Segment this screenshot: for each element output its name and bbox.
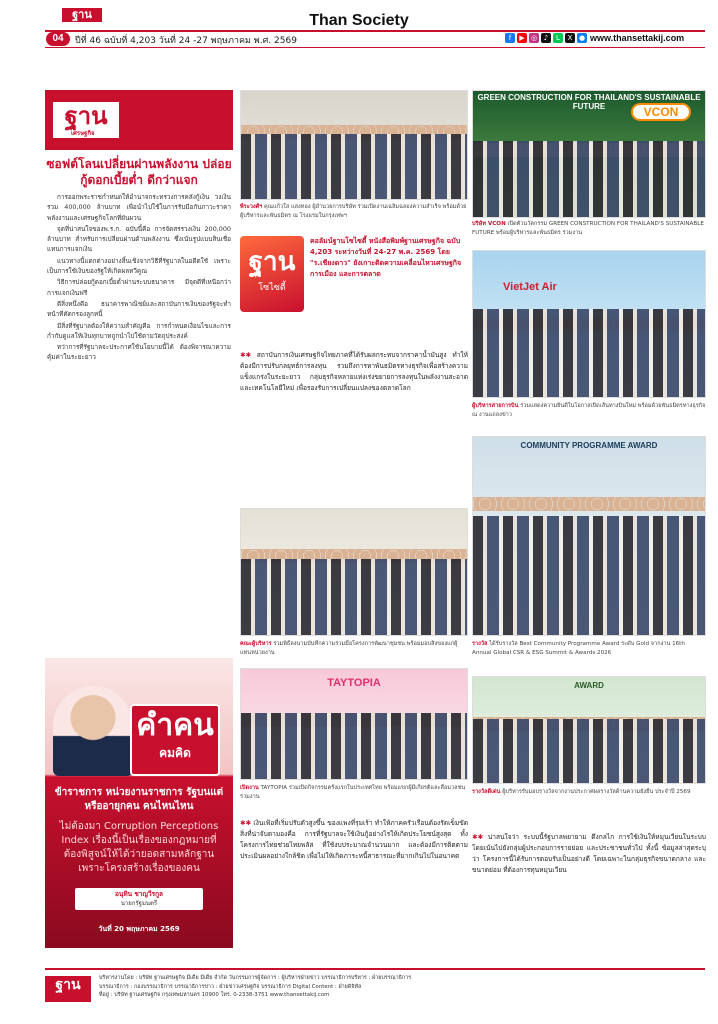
editorial-paragraph: ทว่าการที่รัฐบาลจะประกาศใช้นโยบายนี้ได้ ต้องพิจารณาความคุ้มค่าในระยะยาว <box>47 343 231 362</box>
brand-sub: เศรษฐกิจ <box>71 130 95 137</box>
editorial-paragraph: การออกพระราชกำหนดให้อำนาจกระทรวงการคลังกู้เงิน วงเงินรวม 400,000 ล้านบาท เพื่อนำไปใช้ในการรับมือกับภาวะราคาพลังงานและเศรษฐกิจโลกที่ผันผวน <box>47 193 231 222</box>
footer <box>45 968 705 1012</box>
columnist-box <box>45 658 233 948</box>
photo-caption-2: บริษัท VCON เปิดตัวนวัตกรรม GREEN CONSTRUCTION FOR THAILAND'S SUSTAINABLE FUTURE พร้อมผู้บริหารและพันธมิตร ร่วมงาน <box>472 221 704 236</box>
photo-banner-5: COMMUNITY PROGRAMME AWARD <box>520 441 658 450</box>
line-icon[interactable]: L <box>553 33 563 43</box>
photo-banner-3: VietJet Air <box>503 281 557 293</box>
photo-caption-6: เปิดงาน TAYTOPIA ร่วมเปิดกิจกรรมครั้งแรกในประเทศไทย พร้อมแขกผู้มีเกียรติและสื่อมวลชนร่วมงาน <box>240 785 466 800</box>
website-link[interactable]: www.thansettakij.com <box>590 33 685 43</box>
facebook-icon[interactable]: f <box>505 33 515 43</box>
photo-caption-4: คณะผู้บริหาร ร่วมพิธีลงนามบันทึกความร่วมมือโครงการพัฒนาชุมชน พร้อมมอบสิ่งของแก่ผู้แทนหน่วยงาน <box>240 641 458 656</box>
center-body: ✱✱ สถาบันการเงินเศรษฐกิจไทยภาคที่ได้รับผลกระทบจากราคาน้ำมันสูง ทำให้ต้องมีการปรับกลยุทธ์การลงทุน รวมถึงการหาพันธมิตรทางธุรกิจเพื่อสร้างความแข็งแกร่งในระยะยาว กลุ่มธุรกิจหลายแห่งเร่งขยายการลงทุนในพลังงานสะอาด และเทคโนโลยีใหม่ เพื่อรองรับการเปลี่ยนแปลงของตลาดโลก <box>240 351 468 392</box>
footer-logo: ฐาน <box>45 976 91 1002</box>
youtube-icon[interactable]: ▶ <box>517 33 527 43</box>
star-bullet: ✱✱ <box>472 833 484 841</box>
than-society-logo: ฐาน โซไซตี้ <box>240 236 304 312</box>
center-lower-body: ✱✱ เงินเฟ้อที่เริ่มปรับตัวสูงขึ้น ของแพงที่รุมเร้า ทำให้ภาคครัวเรือนต้องรัดเข็มขัด สิ่งที่น่าจับตามองคือ การที่รัฐบาลจะใช้เงินกู้อย่างไรให้เกิดประโยชน์สูงสุด ทั้งโครงการไทยช่วยไทยพลัส ที่ใช้งบประมาณจำนวนมาก และต้องมีการติดตามประเมินผลอย่างใกล้ชิด เพื่อไม่ให้เกิดภาระหนี้สาธารณะที่มากเกินไปในอนาคต <box>240 819 468 860</box>
editorial-paragraph: จุดที่น่าสนใจของพ.ร.ก. ฉบับนี้คือ การจัดสรรวงเงิน 200,000 ล้านบาท สำหรับการเปลี่ยนผ่านด้านพลังงาน ซึ่งเน้นรูปแบบสินเชื่อ แทนการแจกเงิน <box>47 224 231 254</box>
x-icon[interactable]: X <box>565 33 575 43</box>
photo-caption-3: ผู้บริหารสายการบิน ร่วมแสดงความยินดีในโอกาสเปิดเส้นทางบินใหม่ พร้อมด้วยพันธมิตรทางธุรกิจ ณ งานแถลงข่าว <box>472 403 706 418</box>
photo-event-6 <box>240 668 468 780</box>
photo-banner-7: AWARD <box>574 681 604 690</box>
photo-event-7 <box>472 676 706 784</box>
editorial-paragraph: แนวทางนี้แตกต่างอย่างสิ้นเชิงจากวิธีที่รัฐบาลในอดีตใช้ เพราะเป็นการใช้เงินของรัฐให้เกิดผลทวีคูณ <box>47 256 231 276</box>
star-bullet: ✱✱ <box>240 351 252 359</box>
star-bullet: ✱✱ <box>240 819 252 827</box>
photo-event-1 <box>240 90 468 200</box>
left-column <box>45 52 233 950</box>
instagram-icon[interactable]: ◎ <box>530 34 538 42</box>
photo-event-2 <box>472 90 706 218</box>
columnist-quote-title: ข้าราชการ หน่วยงานราชการ รัฐบนแต่ หรืออายุกคน คนไหนไหน <box>54 787 224 812</box>
photo-caption-5: รางวัล ได้รับรางวัล Best Community Programme Award ระดับ Gold จากงาน 16th Annual Global CSR & ESG Summit & Awards 2026 <box>472 641 685 656</box>
page-number: 04 <box>46 32 70 46</box>
editorial-paragraph: ดีสิ่งหนึ่งคือ ธนาคารพาณิชย์และสถาบันการเงินของรัฐจะทำหน้าที่คัดกรองลูกหนี้ <box>47 299 231 319</box>
columnist-quote-body: ไม่ต้องมา Corruption Perceptions Index เรื่องนี้เป็นเรื่องของกฎหมายที่ต้องพิสูจน์ให้ได้ว่ายอดสามหลักฐานเพราะโครงสร้างเรื่องของคน <box>59 821 219 874</box>
brand-logo: ฐาน <box>53 102 119 138</box>
photo-event-3 <box>472 250 706 398</box>
columnist-photo <box>53 686 133 776</box>
social-icons <box>505 33 587 43</box>
columnist-author: อนุทิน ชาญวีรกูล นายกรัฐมนตรี <box>75 888 203 910</box>
photo-caption-7: รางวัลดีเด่น ผู้บริหารรับมอบรางวัลจากงานประกาศผลรางวัลด้านความยั่งยืน ประจำปี 2569 <box>472 789 691 795</box>
photo-caption-1: พีระวงศ์ฯ คุณแก้วใส แสงทอง ผู้อำนวยการบริษัท ร่วมเปิดงานเฉลิมฉลองความสำเร็จ พร้อมด้วยผู้บริหารและพันธมิตร ณ โรงแรมในกรุงเทพฯ <box>240 204 467 219</box>
section-title: Than Society <box>309 12 409 29</box>
editorial-headline: ซอฟต์โลนเปลี่ยนผ่านพลังงาน ปล่อยกู้ดอกเบี้ยต่ำ ดีกว่าแจก <box>46 157 232 187</box>
editorial-body <box>47 192 231 612</box>
vcon-logo: VCON <box>631 103 691 121</box>
columnist-date: วันที่ 20 พฤษภาคม 2569 <box>98 925 180 933</box>
photo-event-5 <box>472 436 706 636</box>
quote-column-logo: คำคน คมคิด <box>130 704 220 776</box>
web-icon[interactable]: ● <box>578 34 586 42</box>
masthead-logo: ฐาน <box>62 8 102 22</box>
photo-event-4 <box>240 508 468 636</box>
photo-banner-2: GREEN CONSTRUCTION FOR THAILAND'S SUSTAINABLE FUTURE <box>477 93 701 111</box>
editorial-brand-block <box>45 90 233 150</box>
issue-info: ปีที่ 46 ฉบับที่ 4,203 วันที่ 24 -27 พฤษภาคม พ.ศ. 2569 <box>75 36 297 46</box>
footer-credits: บริหารงานโดย : บริษัท ฐานเศรษฐกิจ มีเดีย มีเดีย จำกัด วันกรรมการผู้จัดการ : ผู้บริหารฝ่ายข่าว บรรณาธิการบริหาร : ฝ่ายบรรณาธิการ บรรณาธิการ : กองบรรณาธิการ บรรณาธิการข่าว : ฝ่ายข่าวเศรษฐกิจ บรรณาธิการ Digital Content : ฝ่ายดิจิทัล ที่อยู่ : บริษัท ฐานเศรษฐกิจ กรุงเทพมหานคร 10900 โทร. 0-2338-3751 www.thansettakij.com <box>99 975 412 998</box>
editorial-paragraph: มีสิ่งที่รัฐบาลต้องให้ความสำคัญคือ การกำหนดเงื่อนไขและการกำกับดูแลให้เงินทุกบาทถูกนำไปใช้ตามวัตถุประสงค์ <box>47 321 231 340</box>
center-lead: คอลัมน์ฐานโซไซตี้ หนังสือพิมพ์ฐานเศรษฐกิจ ฉบับ 4,203 ระหว่างวันที่ 24-27 พ.ค. 2569 โดย "ร.เชียงดาว" ยังเกาะติดความเคลื่อนไหวเศรษฐกิจ การเมือง และการตลาด <box>310 237 462 278</box>
editorial-paragraph: วิธีการปล่อยกู้ดอกเบี้ยต่ำผ่านระบบธนาคาร มีจุดดีที่เหนือกว่าการแจกเงินฟรี <box>47 278 231 297</box>
tiktok-icon[interactable]: ♪ <box>541 33 551 43</box>
photo-banner-6: TAYTOPIA <box>327 677 381 689</box>
right-lower-body: ✱✱ น่าสนใจว่า ระบบนี้รัฐบาลพยายาม ดึงกลไก การใช้เงินให้หมุนเวียนในระบบ โดยเน้นไปยังกลุ่มผู้ประกอบการรายย่อย และประชาชนทั่วไป ทั้งนี้ ข้อมูลล่าสุดระบุว่า โครงการนี้ได้รับการตอบรับเป็นอย่างดี โดยเฉพาะในกลุ่มธุรกิจขนาดกลาง และขนาดย่อม ที่ต้องการทุนหมุนเวียน <box>472 833 706 874</box>
